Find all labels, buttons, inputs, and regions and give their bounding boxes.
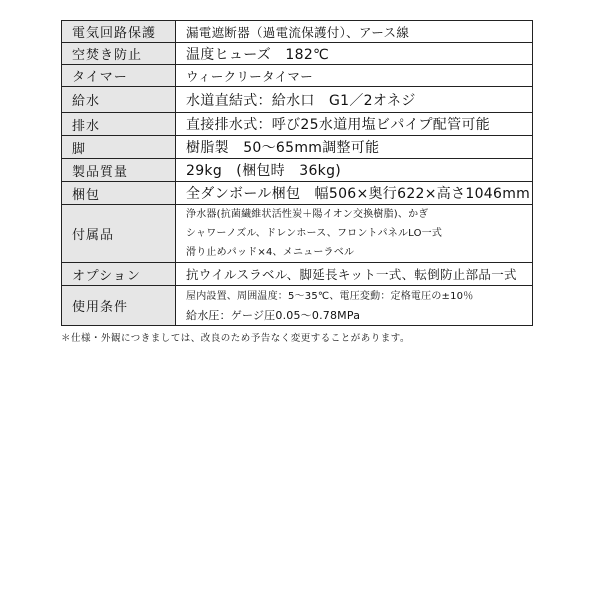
- row-label: 脚: [62, 136, 176, 159]
- row-value: 直接排水式：呼び25水道用塩ビパイプ配管可能: [176, 113, 533, 136]
- row-value: 29kg (梱包時 36kg): [176, 159, 533, 182]
- row-label: 使用条件: [62, 286, 176, 326]
- row-value: 水道直結式：給水口 G1／2オネジ: [176, 87, 533, 113]
- accessory-line: シャワーノズル、ドレンホース、フロントパネルLO一式: [186, 228, 443, 239]
- spec-table: [61, 20, 533, 326]
- row-label: 付属品: [62, 205, 176, 263]
- spec-row-legs: [62, 136, 533, 159]
- spec-row-timer: [62, 65, 533, 87]
- accessory-line: 浄水器(抗菌繊維状活性炭＋陽イオン交換樹脂)、かぎ: [186, 209, 429, 220]
- row-value: 抗ウイルスラベル、脚延長キット一式、転倒防止部品一式: [176, 263, 533, 286]
- row-label: オプション: [62, 263, 176, 286]
- row-label: 排水: [62, 113, 176, 136]
- row-label: 電気回路保護: [62, 21, 176, 43]
- row-label: 製品質量: [62, 159, 176, 182]
- condition-line: 屋内設置、周囲温度：5～35℃、電圧変動：定格電圧の±10％: [186, 290, 474, 302]
- accessory-line: 滑り止めパッド×4、メニューラベル: [186, 247, 355, 258]
- row-label: 給水: [62, 87, 176, 113]
- row-label: 空焚き防止: [62, 43, 176, 65]
- spec-row-packaging: [62, 182, 533, 205]
- row-value: 全ダンボール梱包 幅506×奥行622×高さ1046mm: [176, 182, 533, 205]
- spec-row-weight: [62, 159, 533, 182]
- row-value: [176, 205, 533, 263]
- row-value: 漏電遮断器（過電流保護付）、アース線: [176, 21, 533, 43]
- spec-row-accessories: [62, 205, 533, 263]
- row-value: [176, 286, 533, 326]
- spec-footnote: ＊仕様・外観につきましては、改良のため予告なく変更することがあります。: [61, 333, 411, 344]
- row-value: 温度ヒューズ 182℃: [176, 43, 533, 65]
- spec-row-drainage: [62, 113, 533, 136]
- row-label: 梱包: [62, 182, 176, 205]
- spec-row-water-supply: [62, 87, 533, 113]
- row-value: 樹脂製 50～65mm調整可能: [176, 136, 533, 159]
- spec-row-options: [62, 263, 533, 286]
- spec-row-dry-heat-protection: [62, 43, 533, 65]
- condition-line: 給水圧：ゲージ圧0.05～0.78MPa: [186, 308, 361, 322]
- row-label: タイマー: [62, 65, 176, 87]
- spec-row-operating-conditions: [62, 286, 533, 326]
- spec-row-circuit-protection: [62, 21, 533, 43]
- row-value: ウィークリータイマー: [176, 65, 533, 87]
